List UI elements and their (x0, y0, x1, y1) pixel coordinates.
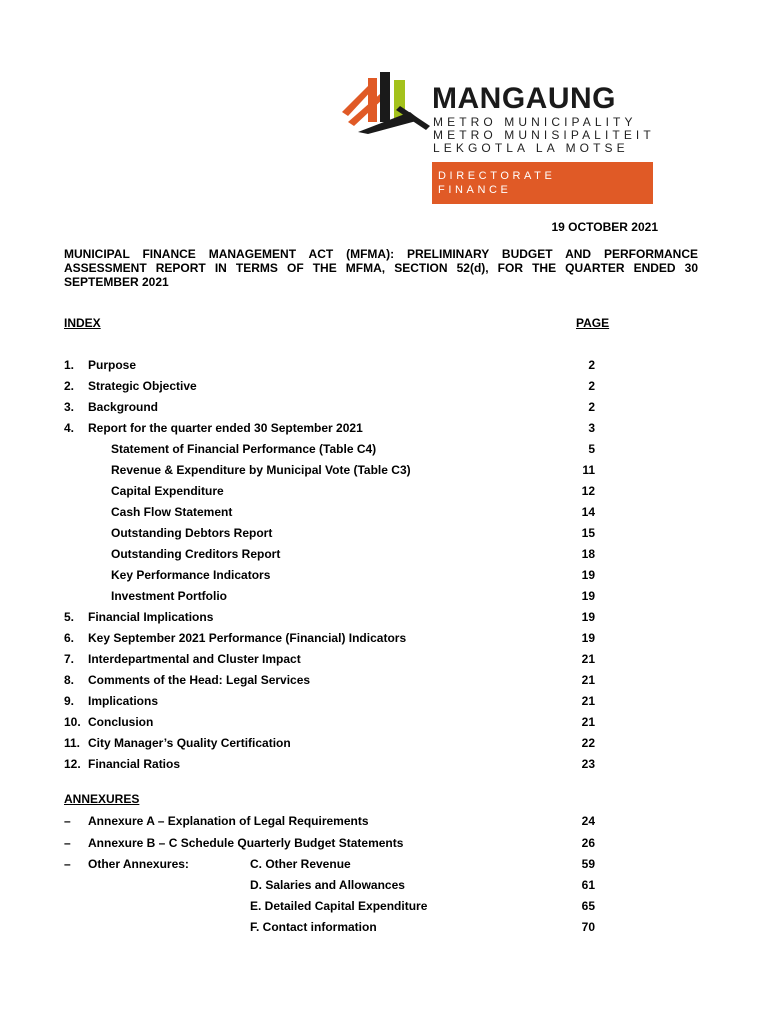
index-number: 11. (64, 736, 81, 750)
annexure-row (0, 919, 770, 935)
index-number: 8. (64, 673, 75, 687)
logo-subtitle-1: METRO MUNICIPALITY (433, 115, 637, 129)
index-number: 1. (64, 358, 75, 372)
index-label: Key Performance Indicators (111, 568, 271, 582)
index-page: 2 (588, 379, 595, 393)
index-page: 15 (581, 526, 595, 540)
annexure-row (0, 813, 770, 829)
index-page: 2 (588, 358, 595, 372)
directorate-line-2: FINANCE (438, 184, 512, 196)
index-subrow (0, 546, 770, 562)
index-label: City Manager’s Quality Certification (88, 736, 291, 750)
annexure-row (0, 898, 770, 914)
annexure-row (0, 856, 770, 872)
directorate-banner (432, 162, 653, 204)
annexure-label: Other Annexures: (88, 857, 189, 871)
index-row (0, 609, 770, 625)
document-title: MUNICIPAL FINANCE MANAGEMENT ACT (MFMA): PRELIMINARY BUDGET AND PERFORMANCE ASSESSMENT REPORT IN TERMS OF THE MFMA, SECTION 52(d), FOR THE QUARTER ENDED 30 SEPTEMBER 2021 (64, 247, 698, 289)
index-number: 9. (64, 694, 75, 708)
index-row (0, 378, 770, 394)
index-page: 21 (581, 715, 595, 729)
annexure-row (0, 877, 770, 893)
annexures-heading: ANNEXURES (64, 792, 140, 806)
index-page: 5 (588, 442, 595, 456)
index-label: Report for the quarter ended 30 September 2021 (88, 421, 363, 435)
index-label: Implications (88, 694, 159, 708)
index-subrow (0, 483, 770, 499)
annexure-dash: – (64, 814, 71, 828)
index-label: Key September 2021 Performance (Financial) Indicators (88, 631, 407, 645)
directorate-line-1: DIRECTORATE (438, 170, 556, 182)
index-subrow (0, 567, 770, 583)
index-page: 19 (581, 568, 595, 582)
mangaung-logo-icon (340, 66, 432, 134)
index-page: 19 (581, 589, 595, 603)
index-number: 6. (64, 631, 75, 645)
index-label: Revenue & Expenditure by Municipal Vote (Table C3) (111, 463, 411, 477)
index-row (0, 714, 770, 730)
index-label: Interdepartmental and Cluster Impact (88, 652, 301, 666)
index-page: 21 (581, 694, 595, 708)
logo-subtitle-3: LEKGOTLA LA MOTSE (433, 141, 629, 155)
index-page: 22 (581, 736, 595, 750)
index-row (0, 630, 770, 646)
index-page: 23 (581, 757, 595, 771)
annexure-page: 59 (581, 857, 595, 871)
index-label: Outstanding Creditors Report (111, 547, 281, 561)
index-label: Capital Expenditure (111, 484, 224, 498)
index-subrow (0, 462, 770, 478)
index-label: Conclusion (88, 715, 154, 729)
index-label: Purpose (88, 358, 137, 372)
annexure-dash: – (64, 836, 71, 850)
index-subrow (0, 525, 770, 541)
index-page: 14 (581, 505, 595, 519)
index-page: 21 (581, 652, 595, 666)
annexure-row (0, 835, 770, 851)
annexure-page: 24 (581, 814, 595, 828)
logo-subtitle-2: METRO MUNISIPALITEIT (433, 128, 655, 142)
index-page: 19 (581, 631, 595, 645)
index-number: 3. (64, 400, 75, 414)
index-page: 19 (581, 610, 595, 624)
index-label: Statement of Financial Performance (Table C4) (111, 442, 377, 456)
logo-name: MANGAUNG (432, 82, 616, 115)
index-subrow (0, 504, 770, 520)
annexure-page: 65 (581, 899, 595, 913)
annexure-sub-label: E. Detailed Capital Expenditure (250, 899, 428, 913)
index-label: Background (88, 400, 159, 414)
index-row (0, 756, 770, 772)
index-number: 5. (64, 610, 75, 624)
index-row (0, 357, 770, 373)
index-page: 2 (588, 400, 595, 414)
index-number: 7. (64, 652, 75, 666)
index-page: 11 (582, 463, 595, 477)
index-number: 12. (64, 757, 81, 771)
index-label: Comments of the Head: Legal Services (88, 673, 311, 687)
annexure-label: Annexure B – C Schedule Quarterly Budget Statements (88, 836, 404, 850)
index-label: Financial Implications (88, 610, 214, 624)
annexure-page: 70 (581, 920, 595, 934)
index-row (0, 735, 770, 751)
annexure-dash: – (64, 857, 71, 871)
annexure-page: 61 (581, 878, 595, 892)
index-subrow (0, 588, 770, 604)
annexure-page: 26 (581, 836, 595, 850)
index-label: Cash Flow Statement (111, 505, 233, 519)
document-date: 19 OCTOBER 2021 (551, 220, 658, 234)
index-row (0, 672, 770, 688)
index-subrow (0, 441, 770, 457)
index-label: Outstanding Debtors Report (111, 526, 273, 540)
index-page: 3 (588, 421, 595, 435)
index-heading: INDEX (64, 316, 101, 330)
annexure-sub-label: F. Contact information (250, 920, 377, 934)
index-row (0, 693, 770, 709)
index-number: 4. (64, 421, 75, 435)
index-label: Strategic Objective (88, 379, 197, 393)
annexure-sub-label: D. Salaries and Allowances (250, 878, 405, 892)
index-page: 18 (581, 547, 595, 561)
annexure-label: Annexure A – Explanation of Legal Requirements (88, 814, 369, 828)
page-column-heading: PAGE (576, 316, 610, 330)
index-row (0, 420, 770, 436)
index-page: 21 (581, 673, 595, 687)
annexure-sub-label: C. Other Revenue (250, 857, 351, 871)
index-label: Financial Ratios (88, 757, 181, 771)
index-row (0, 399, 770, 415)
index-number: 2. (64, 379, 75, 393)
index-page: 12 (581, 484, 595, 498)
index-label: Investment Portfolio (111, 589, 228, 603)
index-number: 10. (64, 715, 81, 729)
index-row (0, 651, 770, 667)
